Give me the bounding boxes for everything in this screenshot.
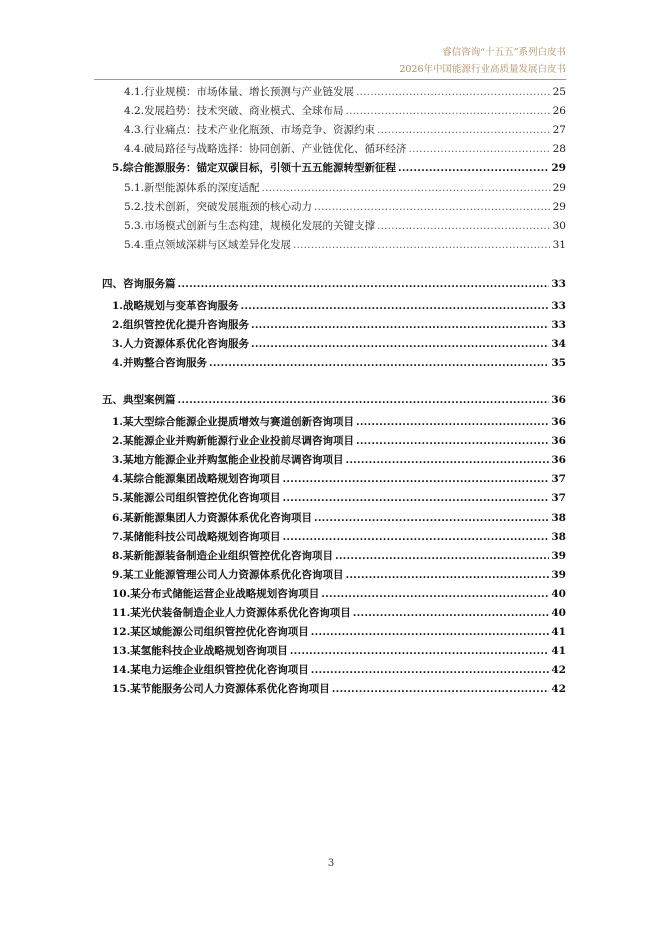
toc-page-number: 39 — [551, 549, 566, 562]
header-report-title: 2026年中国能源行业高质量发展白皮书 — [399, 64, 566, 75]
toc-case-entry[interactable] — [112, 433, 566, 448]
toc-page-number: 42 — [551, 683, 566, 696]
toc-leader — [345, 454, 549, 466]
toc-entry-title: 4.4.破局路径与战略选择：协同创新、产业链优化、循环经济 — [124, 143, 407, 155]
toc-section-entry[interactable] — [102, 276, 566, 291]
toc-leader — [311, 626, 550, 638]
toc-leader — [356, 86, 551, 98]
toc-entry-title: 四、咨询服务篇 — [102, 278, 176, 290]
toc-entry[interactable] — [124, 141, 566, 156]
toc-leader — [178, 278, 550, 290]
toc-case-entry[interactable] — [112, 510, 566, 525]
toc-entry-title: 4.1.行业规模：市场体量、增长预测与产业链发展 — [124, 86, 355, 98]
toc-leader — [314, 201, 551, 213]
toc-page-number: 41 — [551, 645, 566, 658]
toc-case-entry[interactable] — [112, 681, 566, 696]
toc-entry-title: 某光伏装备制造企业人力资源体系优化咨询项目 — [130, 607, 351, 619]
toc-page-number: 36 — [551, 394, 566, 406]
toc-leader — [282, 473, 549, 485]
toc-leader — [251, 338, 549, 350]
toc-entry-title: 典型案例篇 — [123, 394, 176, 406]
toc-entry-title: 战略规划与变革咨询服务 — [122, 300, 239, 312]
toc-leader — [311, 664, 550, 676]
toc-entry-number: 7. — [112, 530, 123, 543]
toc-leader — [262, 182, 551, 194]
toc-leader — [409, 143, 551, 155]
toc-entry-number: 4. — [112, 473, 123, 486]
toc-entry-title: 某地方能源企业并购氢能企业投前尽调咨询项目 — [122, 454, 344, 467]
toc-leader — [251, 319, 549, 331]
toc-case-entry[interactable] — [112, 586, 566, 601]
toc-page-number: 36 — [551, 435, 566, 448]
toc-case-entry[interactable] — [112, 414, 566, 429]
toc-entry-number: 15. — [112, 683, 131, 696]
toc-page-number: 40 — [551, 587, 566, 600]
toc-entry-title: 某工业能源管理公司人力资源体系优化咨询项目 — [122, 568, 344, 581]
toc-entry-title: 并购整合咨询服务 — [122, 357, 207, 369]
toc-page-number: 33 — [551, 319, 566, 331]
toc-leader — [209, 357, 549, 369]
toc-entry-number: 11. — [112, 607, 131, 619]
toc-leader — [377, 220, 551, 232]
toc-entry-title: 某氢能科技企业战略规划咨询项目 — [130, 645, 288, 658]
toc-page-number: 26 — [552, 105, 566, 117]
toc-leader — [356, 435, 549, 447]
toc-leader — [377, 124, 551, 136]
toc-entry-title: 5.3.市场模式创新与生态构建，规模化发展的关键支撑 — [124, 220, 376, 232]
toc-leader — [346, 105, 551, 117]
toc-case-entry[interactable] — [112, 452, 566, 467]
toc-leader — [356, 416, 549, 428]
toc-leader — [293, 239, 551, 251]
toc-entry-number: 6. — [112, 511, 123, 524]
toc-entry-number: 2. — [112, 319, 123, 331]
toc-leader — [398, 162, 549, 174]
toc-entry-title: 某综合能源集团战略规划咨询项目 — [122, 473, 281, 486]
toc-entry-title: 组织管控优化提升咨询服务 — [122, 319, 249, 331]
toc-entry-title: 5.1.新型能源体系的深度适配 — [124, 182, 260, 194]
toc-page-number: 31 — [552, 239, 566, 251]
toc-entry[interactable] — [124, 103, 566, 118]
toc-entry-number: 2. — [112, 435, 123, 448]
toc-case-entry[interactable] — [112, 490, 566, 505]
toc-entry[interactable] — [124, 199, 566, 214]
toc-case-entry[interactable] — [112, 605, 566, 620]
toc-entry-number: 5. — [112, 492, 123, 505]
toc-case-entry[interactable] — [112, 643, 566, 658]
toc-chapter-entry[interactable] — [112, 336, 566, 351]
toc-chapter-entry[interactable] — [112, 317, 566, 332]
toc-entry[interactable] — [124, 180, 566, 195]
toc-page-number: 42 — [551, 664, 566, 677]
toc-page-number: 40 — [551, 607, 566, 619]
toc-entry-title: 某新能源装备制造企业组织管控优化咨询项目 — [122, 549, 333, 562]
toc-page-number: 33 — [551, 300, 566, 312]
toc-page-number: 29 — [552, 201, 566, 213]
toc-chapter-entry[interactable] — [112, 355, 566, 370]
toc-entry-number: 1. — [112, 416, 123, 428]
toc-page-number: 37 — [551, 473, 566, 486]
toc-entry-number: 5. — [112, 162, 123, 174]
toc-leader — [335, 550, 549, 562]
toc-entry-number: 3. — [112, 338, 123, 350]
toc-entry-title: 综合能源服务：锚定双碳目标，引领十五五能源转型新征程 — [122, 162, 396, 174]
toc-leader — [321, 588, 549, 600]
toc-entry[interactable] — [124, 122, 566, 137]
toc-entry-number: 9. — [112, 568, 123, 581]
toc-entry-title: 某储能科技公司战略规划咨询项目 — [122, 530, 281, 543]
toc-case-entry[interactable] — [112, 529, 566, 544]
toc-page-number: 34 — [551, 338, 566, 350]
toc-page-number: 29 — [552, 182, 566, 194]
toc-section-entry[interactable] — [102, 392, 566, 407]
toc-leader — [178, 394, 550, 406]
toc-leader — [282, 492, 549, 504]
toc-leader — [314, 512, 549, 524]
toc-entry-title: 4.2.发展趋势：技术突破、商业模式、全球布局 — [124, 105, 344, 117]
toc-leader — [345, 569, 549, 581]
toc-leader — [290, 645, 550, 657]
toc-entry-title: 某能源公司组织管控优化咨询项目 — [122, 492, 281, 505]
toc-case-entry[interactable] — [112, 662, 566, 677]
toc-page-number: 35 — [551, 357, 566, 369]
toc-entry-title: 某能源企业并购新能源行业企业投前尽调咨询项目 — [122, 435, 354, 448]
toc-entry[interactable] — [124, 218, 566, 233]
document-header — [399, 44, 566, 78]
toc-page-number: 37 — [551, 492, 566, 505]
toc-entry-title: 某大型综合能源企业提质增效与赛道创新咨询项目 — [122, 416, 354, 428]
toc-leader — [332, 683, 550, 695]
toc-chapter-entry[interactable] — [112, 160, 566, 175]
toc-entry-title: 某分布式储能运营企业战略规划咨询项目 — [130, 587, 320, 600]
toc-page-number: 30 — [552, 220, 566, 232]
toc-entry[interactable] — [124, 237, 566, 252]
toc-page-number: 41 — [551, 626, 566, 639]
toc-case-entry[interactable] — [112, 567, 566, 582]
toc-leader — [282, 531, 549, 543]
toc-page-number: 38 — [551, 530, 566, 543]
toc-entry-title: 5.2.技术创新，突破发展瓶颈的核心动力 — [124, 201, 313, 213]
toc-case-entry[interactable] — [112, 548, 566, 563]
toc-chapter-entry[interactable] — [112, 298, 566, 313]
toc-leader — [240, 300, 549, 312]
header-divider — [94, 79, 566, 80]
toc-entry-number: 13. — [112, 645, 131, 658]
toc-leader — [353, 607, 550, 619]
toc-page-number: 36 — [551, 454, 566, 467]
toc-page-number: 33 — [551, 278, 566, 290]
toc-entry-title: 某区域能源公司组织管控优化咨询项目 — [130, 626, 309, 639]
toc-entry-number: 3. — [112, 454, 123, 467]
toc-page-number: 38 — [551, 511, 566, 524]
toc-page-number: 27 — [552, 124, 566, 136]
toc-case-entry[interactable] — [112, 471, 566, 486]
toc-entry-number: 1. — [112, 300, 123, 312]
toc-page-number: 25 — [552, 86, 566, 98]
toc-entry-number: 12. — [112, 626, 131, 639]
toc-entry-number: 14. — [112, 664, 131, 677]
toc-entry-title: 某新能源集团人力资源体系优化咨询项目 — [122, 511, 312, 524]
header-series-title: 睿信咨询“十五五”系列白皮书 — [442, 47, 566, 58]
toc-entry-title: 5.4.重点领域深耕与区域差异化发展 — [124, 239, 292, 251]
toc-page-number: 39 — [551, 568, 566, 581]
toc-entry[interactable] — [124, 84, 566, 99]
toc-entry-number: 五、 — [102, 394, 123, 406]
toc-entry-number: 10. — [112, 587, 131, 600]
toc-entry-number: 4. — [112, 357, 123, 369]
toc-entry-title: 4.3.行业痛点：技术产业化瓶颈、市场竞争、资源约束 — [124, 124, 376, 136]
page-number: 3 — [327, 858, 335, 869]
toc-page-number: 36 — [551, 416, 566, 428]
toc-page-number: 29 — [551, 162, 566, 174]
toc-entry-title: 某电力运维企业组织管控优化咨询项目 — [130, 664, 309, 677]
toc-page-number: 28 — [552, 143, 566, 155]
toc-entry-title: 某节能服务公司人力资源体系优化咨询项目 — [130, 683, 330, 696]
toc-case-entry[interactable] — [112, 624, 566, 639]
toc-entry-title: 人力资源体系优化咨询服务 — [122, 338, 249, 350]
toc-entry-number: 8. — [112, 549, 123, 562]
